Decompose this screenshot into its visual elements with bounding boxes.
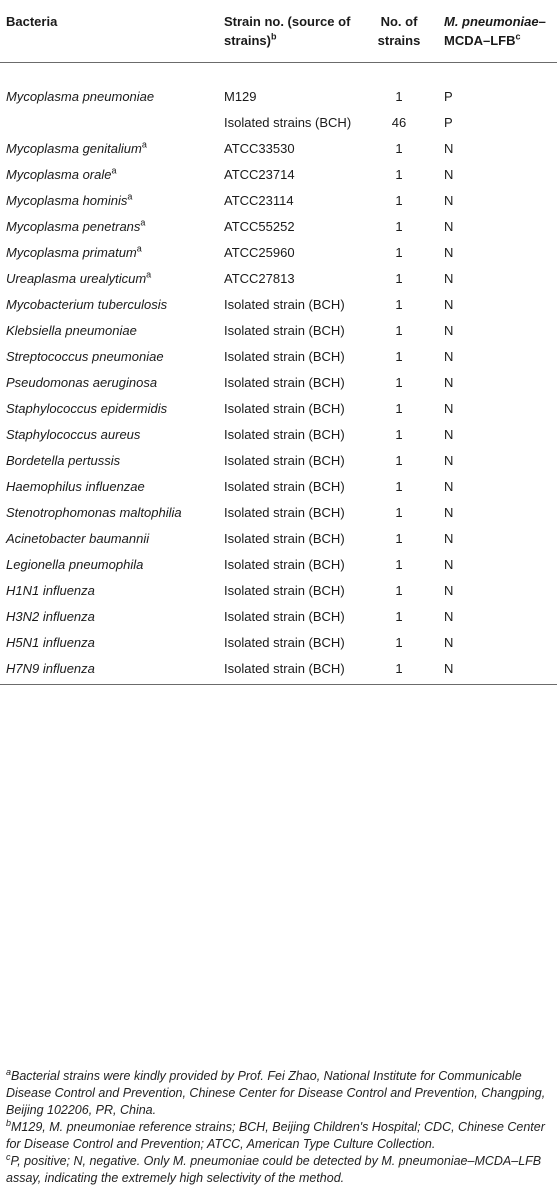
cell-count: 1 [395, 245, 403, 260]
cell-strain: Isolated strain (BCH) [224, 349, 345, 364]
cell-result: P [444, 89, 453, 104]
cell-strain: Isolated strain (BCH) [224, 427, 345, 442]
table-row [0, 214, 557, 240]
cell-bacteria: H3N2 influenza [6, 609, 95, 624]
cell-result: N [444, 245, 454, 260]
cell-strain: Isolated strain (BCH) [224, 635, 345, 650]
cell-bacteria: Bordetella pertussis [6, 453, 121, 468]
cell-result: N [444, 193, 454, 208]
cell-count: 1 [395, 323, 403, 338]
footnote: $^a$Bacterial strains were kindly provided by Prof. Fei Zhao, National Institute for Communicable Disease Control and Prevention, Chinese Center for Disease Control and Prevention, Changping, Beijing 102206, PR, China. [6, 1066, 546, 1117]
cell-count: 1 [395, 401, 403, 416]
cell-bacteria: Mycoplasma orale$^a$ [6, 165, 117, 182]
cell-bacteria: Klebsiella pneumoniae [6, 323, 137, 338]
cell-count: 1 [395, 635, 403, 650]
cell-strain: M129 [224, 89, 257, 104]
table-row [0, 292, 557, 318]
cell-strain: ATCC23114 [224, 193, 294, 208]
table-row [0, 526, 557, 552]
cell-result: N [444, 375, 454, 390]
cell-result: N [444, 531, 454, 546]
cell-bacteria: Stenotrophomonas maltophilia [6, 505, 182, 520]
cell-result: N [444, 583, 454, 598]
cell-result: N [444, 661, 454, 676]
cell-count: 46 [391, 115, 407, 130]
cell-count: 1 [395, 557, 403, 572]
cell-strain: Isolated strains (BCH) [224, 115, 352, 130]
cell-bacteria: Mycoplasma penetrans$^a$ [6, 217, 146, 234]
cell-result: P [444, 115, 453, 130]
table-row [0, 370, 557, 396]
cell-count: 1 [395, 453, 403, 468]
header-strain-no: Strain no. (source of strains)$^b$ [224, 14, 351, 48]
table-row [0, 578, 557, 604]
cell-strain: Isolated strain (BCH) [224, 531, 345, 546]
header-bacteria: Bacteria [6, 14, 58, 29]
cell-count: 1 [395, 167, 403, 182]
cell-count: 1 [395, 609, 403, 624]
cell-count: 1 [395, 141, 403, 156]
cell-strain: Isolated strain (BCH) [224, 609, 345, 624]
cell-result: N [444, 427, 454, 442]
cell-count: 1 [395, 427, 403, 442]
cell-bacteria: Mycoplasma genitalium$^a$ [6, 139, 147, 156]
cell-bacteria: Mycoplasma primatum$^a$ [6, 243, 142, 260]
cell-result: N [444, 453, 454, 468]
cell-count: 1 [395, 583, 403, 598]
cell-count: 1 [395, 193, 403, 208]
cell-result: N [444, 479, 454, 494]
cell-strain: Isolated strain (BCH) [224, 297, 345, 312]
cell-strain: Isolated strain (BCH) [224, 323, 345, 338]
table-row [0, 63, 557, 111]
cell-bacteria: H7N9 influenza [6, 661, 95, 676]
cell-bacteria: Mycoplasma pneumoniae [6, 89, 155, 104]
cell-strain: Isolated strain (BCH) [224, 479, 345, 494]
table-row [0, 656, 557, 685]
cell-result: N [444, 141, 454, 156]
table-footnotes [6, 1068, 547, 1187]
table-body [0, 63, 557, 685]
cell-result: N [444, 219, 454, 234]
cell-strain: ATCC23714 [224, 167, 295, 182]
table-row [0, 162, 557, 188]
cell-bacteria: Acinetobacter baumannii [6, 531, 150, 546]
cell-count: 1 [395, 375, 403, 390]
header-mcda-lfb: M. pneumoniae–MCDA–LFB$^c$ [444, 14, 546, 48]
table-row [0, 318, 557, 344]
cell-result: N [444, 505, 454, 520]
cell-strain: Isolated strain (BCH) [224, 453, 345, 468]
cell-result: N [444, 297, 454, 312]
table-row [0, 630, 557, 656]
table-row [0, 240, 557, 266]
cell-result: N [444, 609, 454, 624]
cell-strain: Isolated strain (BCH) [224, 375, 345, 390]
cell-strain: Isolated strain (BCH) [224, 557, 345, 572]
cell-bacteria: Staphylococcus epidermidis [6, 401, 168, 416]
table-row [0, 396, 557, 422]
footnote: $^b$M129, M. pneumoniae reference strains; BCH, Beijing Children's Hospital; CDC, Chinese Center for Disease Control and Prevention; ATCC, American Type Culture Collection. [6, 1117, 545, 1151]
cell-strain: Isolated strain (BCH) [224, 505, 345, 520]
cell-strain: ATCC27813 [224, 271, 295, 286]
cell-strain: ATCC25960 [224, 245, 295, 260]
cell-bacteria: Streptococcus pneumoniae [6, 349, 164, 364]
cell-bacteria: H1N1 influenza [6, 583, 95, 598]
cell-strain: Isolated strain (BCH) [224, 583, 345, 598]
cell-result: N [444, 557, 454, 572]
cell-count: 1 [395, 297, 403, 312]
cell-result: N [444, 167, 454, 182]
table-row [0, 344, 557, 370]
cell-count: 1 [395, 219, 403, 234]
table-row [0, 136, 557, 162]
cell-bacteria: H5N1 influenza [6, 635, 95, 650]
cell-result: N [444, 401, 454, 416]
cell-bacteria: Legionella pneumophila [6, 557, 144, 572]
cell-result: N [444, 349, 454, 364]
table-row [0, 604, 557, 630]
cell-result: N [444, 635, 454, 650]
table-row [0, 500, 557, 526]
header-num-strains: No. of strains [377, 14, 421, 48]
cell-strain: ATCC55252 [224, 219, 295, 234]
cell-count: 1 [395, 89, 403, 104]
footnote: $^c$P, positive; N, negative. Only M. pneumoniae could be detected by M. pneumoniae–MCDA–LFB assay, indicating the extremely high selectivity of the method. [6, 1151, 542, 1185]
table-row [0, 552, 557, 578]
cell-bacteria: Staphylococcus aureus [6, 427, 141, 442]
cell-result: N [444, 271, 454, 286]
cell-bacteria: Pseudomonas aeruginosa [6, 375, 158, 390]
cell-count: 1 [395, 271, 403, 286]
cell-bacteria: Ureaplasma urealyticum$^a$ [6, 269, 152, 286]
cell-count: 1 [395, 479, 403, 494]
cell-count: 1 [395, 505, 403, 520]
cell-count: 1 [395, 661, 403, 676]
cell-strain: Isolated strain (BCH) [224, 401, 345, 416]
cell-bacteria [0, 110, 216, 136]
cell-result: N [444, 323, 454, 338]
table-row [0, 474, 557, 500]
cell-bacteria: Mycobacterium tuberculosis [6, 297, 168, 312]
cell-bacteria: Haemophilus influenzae [6, 479, 145, 494]
table-header [0, 0, 557, 63]
table-row [0, 188, 557, 214]
table-row [0, 448, 557, 474]
cell-strain: ATCC33530 [224, 141, 295, 156]
table-row [0, 110, 557, 136]
table-row [0, 422, 557, 448]
table-row [0, 266, 557, 292]
cell-bacteria: Mycoplasma hominis$^a$ [6, 191, 133, 208]
cell-strain: Isolated strain (BCH) [224, 661, 345, 676]
cell-count: 1 [395, 531, 403, 546]
cell-count: 1 [395, 349, 403, 364]
